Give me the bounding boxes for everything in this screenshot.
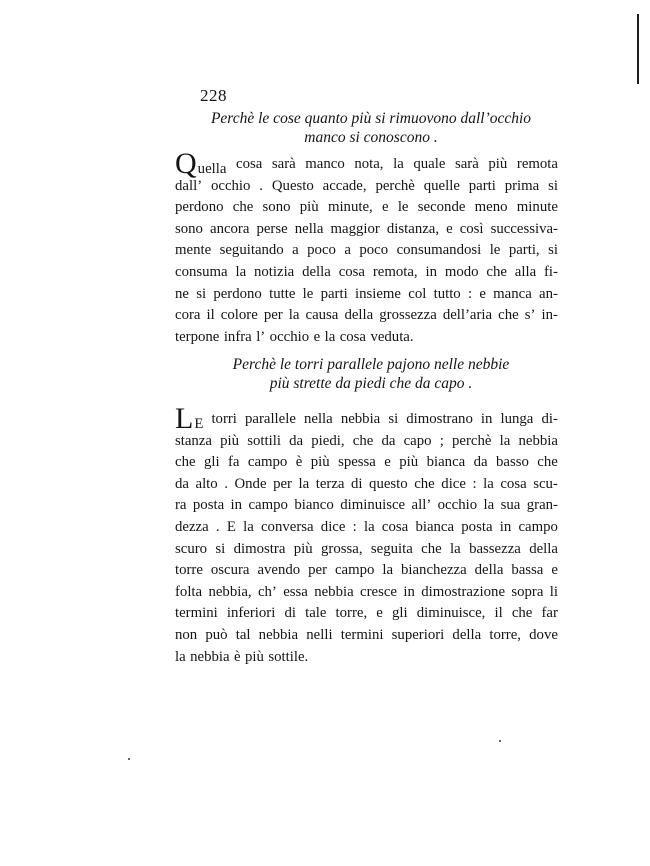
text-line (175, 431, 558, 453)
word: alto (195, 475, 218, 492)
word: campo (518, 518, 558, 535)
word: infra (223, 328, 252, 345)
word: colore (220, 307, 258, 324)
word: an- (539, 285, 558, 302)
word: seguita (370, 540, 413, 557)
word: nella (294, 220, 324, 237)
text-line (175, 474, 558, 496)
word: ra (175, 497, 187, 514)
word: la (499, 432, 511, 449)
word: di (284, 605, 296, 622)
word: grossa, (321, 540, 363, 557)
word: si (388, 411, 399, 427)
word: remota (516, 156, 558, 172)
word: della (529, 540, 558, 557)
word: causa (305, 307, 339, 324)
word: maggior (330, 220, 380, 237)
word: per (273, 475, 292, 492)
section-1-heading (176, 109, 566, 147)
word: più (245, 648, 264, 665)
word: grossezza (379, 307, 437, 324)
word: dove (529, 626, 558, 643)
word: gli (391, 605, 408, 622)
word: consumandosi (396, 242, 482, 259)
word: parti (468, 177, 496, 194)
word: nebbia (190, 648, 230, 665)
section-2-paragraph (175, 402, 558, 668)
word: inferiori (226, 605, 276, 622)
word: e (551, 562, 558, 579)
word: bianca (426, 454, 466, 471)
word: nella (303, 411, 333, 427)
word: più (220, 432, 240, 449)
word: tale (305, 605, 327, 622)
word: sarà (271, 156, 296, 172)
drop-cap: Q (175, 147, 197, 180)
word: meno (474, 199, 508, 216)
word: la (382, 562, 394, 579)
word: ch’ (257, 583, 277, 600)
word: poco (307, 242, 336, 259)
word: per (263, 307, 283, 324)
word: terza (315, 475, 345, 492)
word: : (352, 518, 357, 535)
word: dell’aria (442, 307, 493, 324)
word: posta (192, 497, 225, 514)
word: questo (369, 475, 408, 492)
word: torre, (335, 605, 368, 622)
word: veduta. (370, 328, 414, 345)
word: sono (262, 199, 291, 216)
heading-line: manco si conoscono . (304, 129, 438, 146)
word: cosa (381, 518, 409, 535)
word: il (494, 605, 503, 622)
word: a (344, 242, 351, 259)
word: poco (359, 242, 389, 259)
page-edge-mark (637, 14, 639, 84)
word: successiva- (490, 220, 558, 237)
word: dimostra (233, 540, 286, 557)
word: la (175, 648, 186, 665)
word: nebbia (340, 411, 381, 427)
word: all’ (411, 497, 432, 514)
word: dall’ (175, 177, 203, 194)
text-line (175, 495, 558, 517)
word: Quella (175, 147, 227, 180)
word: sua (500, 497, 521, 514)
word: perse (256, 220, 288, 237)
word: ancora (210, 220, 250, 237)
word: e (313, 328, 321, 345)
word: a (292, 242, 299, 259)
word: sarà (454, 156, 479, 172)
word: Onde (234, 475, 267, 492)
word: basso (496, 454, 529, 471)
page-number: 228 (200, 86, 227, 105)
word: l’ (256, 328, 266, 345)
word: nebbia (314, 583, 354, 600)
word: bianco (294, 497, 334, 514)
word: capo (403, 432, 432, 449)
text-line (175, 176, 558, 198)
word: nebbia, (208, 583, 252, 600)
text-line (175, 284, 558, 306)
word: campo (248, 497, 288, 514)
word: lunga (500, 411, 534, 427)
text-line (175, 197, 558, 219)
word: così (459, 220, 484, 237)
word: dimostrano (406, 411, 473, 427)
word: nelli (306, 626, 333, 643)
word: la (298, 475, 310, 492)
word: la (243, 518, 254, 535)
word: occhio (210, 177, 251, 194)
word: che (175, 454, 196, 471)
word: dice (441, 475, 466, 492)
word: della (344, 307, 374, 324)
word: in (403, 583, 415, 600)
word: che (498, 307, 519, 324)
word: piedi, (311, 432, 345, 449)
word: che (537, 454, 558, 471)
word: parti (320, 285, 348, 302)
word: più (310, 454, 330, 471)
word: E (226, 518, 236, 535)
word: cresce (360, 583, 397, 600)
word: LE (175, 402, 204, 435)
word: nota, (354, 156, 384, 172)
section-2-heading (176, 355, 566, 393)
word: modo (444, 263, 479, 280)
section-1-paragraph (175, 147, 558, 348)
word: più (399, 454, 419, 471)
word: insieme (354, 285, 401, 302)
word: accade, (322, 177, 367, 194)
word: col (408, 285, 427, 302)
word: cosa (236, 156, 263, 172)
word: sottile. (268, 648, 309, 665)
word: parallele (244, 411, 296, 427)
word: le (302, 285, 314, 302)
heading-line: Perchè le cose quanto più si rimuovono dall’occhio (210, 110, 532, 127)
word: gli (203, 454, 220, 471)
word: la (483, 497, 495, 514)
word: bassezza (469, 540, 521, 557)
word: scu- (533, 475, 558, 492)
word: in (480, 411, 493, 427)
word: quale (413, 156, 446, 172)
word: stanza (175, 432, 212, 449)
word: fi- (543, 263, 558, 280)
word: conversa (260, 518, 314, 535)
word: tutto (433, 285, 461, 302)
word: consuma (175, 263, 228, 280)
word: le (397, 199, 409, 216)
word: quelle (423, 177, 460, 194)
text-line (175, 402, 558, 435)
word: della (452, 626, 482, 643)
word: e (376, 605, 383, 622)
word: è (295, 454, 303, 471)
text-line (175, 603, 558, 625)
text-line (175, 147, 558, 180)
text-line (175, 517, 558, 539)
word: distanza, (386, 220, 440, 237)
word: bassa (511, 562, 544, 579)
text-line (175, 625, 558, 647)
word: termini (175, 605, 218, 622)
word: da (381, 432, 396, 449)
word: più (299, 199, 319, 216)
heading-line: Perchè le torri parallele pajono nelle nebbie (232, 356, 510, 373)
word: la (235, 263, 247, 280)
word: si (548, 242, 558, 259)
word: nebbia (258, 626, 299, 643)
word: le (489, 242, 501, 259)
word: tal (235, 626, 251, 643)
word: si (215, 540, 226, 557)
word: della (474, 562, 504, 579)
word: occhio (437, 497, 478, 514)
word: li (549, 583, 558, 600)
word: prima (504, 177, 540, 194)
word: torre, (489, 626, 521, 643)
word: che (414, 475, 435, 492)
word: che (511, 605, 533, 622)
word: di- (541, 411, 558, 427)
word: sono (175, 220, 203, 237)
word: bianca (415, 518, 455, 535)
word: scuro (175, 540, 208, 557)
text-line (175, 327, 558, 349)
word: . (215, 518, 220, 535)
word: remota, (372, 263, 418, 280)
word: fa (227, 454, 240, 471)
word: dezza (175, 518, 209, 535)
text-line (175, 582, 558, 604)
text-line (175, 305, 558, 327)
word: che (421, 540, 442, 557)
word: il (206, 307, 215, 324)
word: e (381, 199, 389, 216)
word: terpone (175, 328, 220, 345)
word: sottili (247, 432, 281, 449)
word: nebbia (518, 432, 558, 449)
word: ; (439, 432, 444, 449)
word: da (289, 432, 304, 449)
word: della (302, 263, 331, 280)
word: può (205, 626, 228, 643)
word: far (541, 605, 558, 622)
drop-cap: L (175, 402, 194, 435)
word: notizia (253, 263, 295, 280)
word: essa (283, 583, 308, 600)
word: bianchezza (400, 562, 467, 579)
word: seguitando (219, 242, 284, 259)
word: spessa (338, 454, 376, 471)
word: perdono (175, 199, 224, 216)
word: campo (247, 454, 288, 471)
word: è (234, 648, 241, 665)
word: cosa (500, 475, 527, 492)
word: manca (493, 285, 532, 302)
word: : (472, 475, 477, 492)
word: la (450, 540, 461, 557)
word: cosa (338, 263, 365, 280)
heading-line: più strette da piedi che da capo . (269, 375, 473, 392)
word: che (352, 432, 374, 449)
word: e (446, 220, 453, 237)
word: da (473, 454, 488, 471)
word: dice (320, 518, 346, 535)
word: più (488, 156, 508, 172)
word: minute (516, 199, 558, 216)
word: e (384, 454, 391, 471)
text-line (175, 262, 558, 284)
word: cosa (339, 328, 366, 345)
word: s’ (524, 307, 536, 324)
word: si (548, 177, 558, 194)
word: dimostrazione (421, 583, 506, 600)
word: perchè (375, 177, 415, 194)
word: la (288, 307, 300, 324)
word: in (425, 263, 437, 280)
word: termini (340, 626, 384, 643)
word: folta (175, 583, 203, 600)
word: la (364, 518, 375, 535)
word: cora (175, 307, 201, 324)
text-line (175, 539, 558, 561)
word: che (232, 199, 254, 216)
word: non (175, 626, 198, 643)
word: avendo (257, 562, 301, 579)
word: perdono (213, 285, 262, 302)
word: di (351, 475, 363, 492)
word: posta (461, 518, 493, 535)
word: ne (175, 285, 189, 302)
word: sopra (511, 583, 544, 600)
word: : (467, 285, 473, 302)
word: si (196, 285, 207, 302)
word: la (324, 328, 336, 345)
word: la (393, 156, 404, 172)
word: . (259, 177, 263, 194)
text-line (175, 219, 558, 241)
print-speck (128, 758, 130, 760)
word: torre (175, 562, 203, 579)
word: tutte (269, 285, 296, 302)
word: diminuisce, (416, 605, 486, 622)
word: che (486, 263, 507, 280)
word: campo (334, 562, 375, 579)
word: in- (541, 307, 558, 324)
word: in (499, 518, 512, 535)
print-speck (499, 740, 501, 742)
word: più (293, 540, 313, 557)
word: Questo (271, 177, 314, 194)
text-line (175, 452, 558, 474)
word: parti, (508, 242, 540, 259)
word: e (479, 285, 486, 302)
word: gran- (526, 497, 558, 514)
word: minute, (327, 199, 373, 216)
text-line (175, 647, 558, 669)
word: . (224, 475, 228, 492)
word: mente (175, 242, 212, 259)
word: perchè (452, 432, 492, 449)
word: oscura (210, 562, 250, 579)
word: la (483, 475, 494, 492)
word: occhio (269, 328, 310, 345)
word: per (308, 562, 328, 579)
word: seconde (417, 199, 466, 216)
word: in (230, 497, 243, 514)
word: da (175, 475, 189, 492)
text-line (175, 240, 558, 262)
text-line (175, 560, 558, 582)
word: torri (211, 411, 237, 427)
word: superiori (391, 626, 445, 643)
word: alla (514, 263, 537, 280)
word: diminuisce (340, 497, 406, 514)
word: manco (305, 156, 345, 172)
